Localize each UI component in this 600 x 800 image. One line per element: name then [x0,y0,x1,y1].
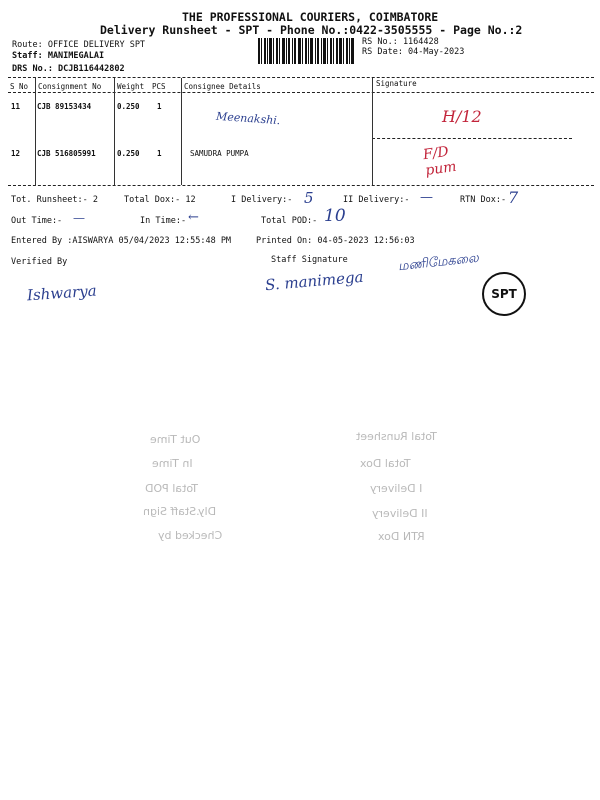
barcode [258,38,354,64]
rs-date: RS Date: 04-May-2023 [362,47,465,57]
bleed-text: II Delivery [372,507,428,520]
bleed-text: Out Time [150,433,201,446]
verified-by-label: Verified By [11,257,68,267]
in-time-label: In Time:- [140,216,187,226]
stamp-text: SPT [491,287,517,301]
entered-by: Entered By :AISWARYA 05/04/2023 12:55:48 PM [11,236,232,246]
col-header-signature: Signature [376,79,417,88]
rtn-dox-value: 7 [508,188,519,207]
col-divider [181,78,182,185]
col-header-pcs: PCS [152,82,166,91]
route-label: Route: OFFICE DELIVERY SPT [12,40,146,50]
handwritten-signature: F/D pum [422,143,458,180]
table-header-rule [8,92,594,93]
row-sno: 11 [11,102,21,111]
col-header-sno: S No [10,82,29,91]
col-divider [372,78,373,185]
verified-signature: Ishwarya [26,281,98,305]
col-header-weight: Weight [117,82,145,91]
bleed-text: Checked by [158,529,223,542]
row-pcs: 1 [157,102,162,111]
runsheet-title: Delivery Runsheet - SPT - Phone No.:0422-3505555 - Page No.:2 [100,23,523,37]
staff-signature-label: Staff Signature [271,255,348,265]
rs-number: RS No.: 1164428 [362,37,439,47]
total-dox: Total Dox:- 12 [124,195,196,205]
row-weight: 0.250 [117,102,140,111]
tot-runsheet: Tot. Runsheet:- 2 [11,195,98,205]
total-pod-label: Total POD:- [261,216,318,226]
row-sno: 12 [11,149,21,158]
table-bottom-rule [8,185,594,186]
bleed-text: Dly.Staff Sign [143,505,217,518]
col-header-consignment: Consignment No [38,82,102,91]
company-title: THE PROFESSIONAL COURIERS, COIMBATORE [182,10,439,24]
tamil-signature: மணிமேகலை [397,250,480,275]
spt-stamp [482,272,526,316]
ii-delivery-label: II Delivery:- [343,195,410,205]
bleed-text: Total Dox [360,457,411,470]
row-weight: 0.250 [117,149,140,158]
row-consignment: CJB 516805991 [37,149,96,158]
i-delivery-value: 5 [304,189,314,207]
bleed-text: In Time [152,457,193,470]
signature-divider [372,138,572,139]
col-divider [35,78,36,185]
printed-on: Printed On: 04-05-2023 12:56:03 [256,236,415,246]
out-time-value: — [73,211,85,225]
ii-delivery-value: — [420,190,433,205]
in-time-value: ← [188,210,199,225]
bleed-text: I Delivery [370,482,423,495]
i-delivery-label: I Delivery:- [231,195,293,205]
staff-label: Staff: MANIMEGALAI [12,51,105,61]
drs-number: DRS No.: DCJB116442802 [12,64,125,74]
handwritten-signature: H/12 [442,107,482,126]
bleed-text: RTN Dox [378,530,425,543]
staff-signature: S. manimega [264,267,365,295]
handwritten-receiver-name: Meenakshi. [215,109,281,128]
rtn-dox-label: RTN Dox:- [460,195,507,205]
bleed-text: Total POD [145,482,198,495]
row-pcs: 1 [157,149,162,158]
col-header-consignee: Consignee Details [184,82,261,91]
col-divider [114,78,115,185]
bleed-text: Total Runsheet [356,430,437,443]
table-top-rule [8,77,594,78]
row-consignment: CJB 89153434 [37,102,92,111]
total-pod-value: 10 [324,206,346,226]
row-consignee: SAMUDRA PUMPA [190,149,249,158]
out-time-label: Out Time:- [11,216,63,226]
